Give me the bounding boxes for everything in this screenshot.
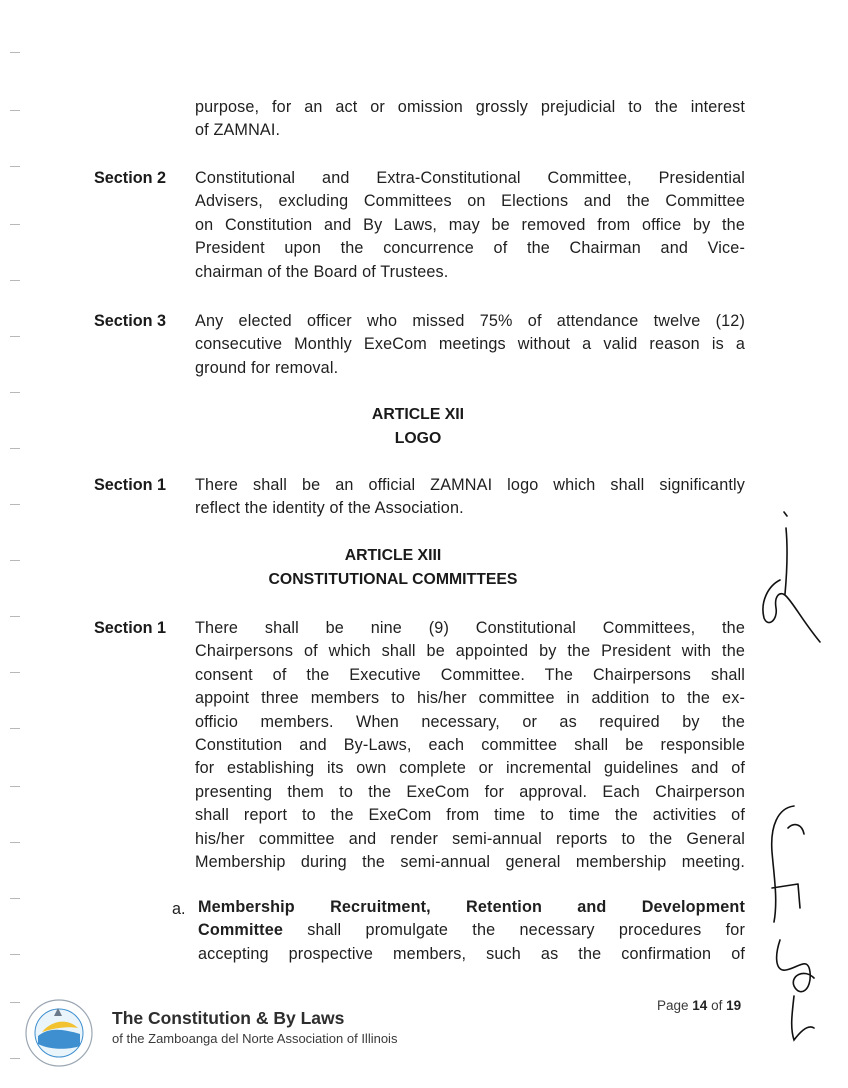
paragraph-line: accepting prospective members, such as the confirmation of — [198, 944, 745, 963]
paragraph-line: presenting them to the ExeCom for approval. Each Chairperson — [195, 782, 745, 801]
article-title: LOGO — [394, 429, 442, 447]
margin-tick — [10, 110, 20, 111]
article-13-heading — [170, 544, 616, 591]
paragraph-line: of ZAMNAI. — [195, 121, 281, 140]
article-title: CONSTITUTIONAL COMMITTEES — [268, 570, 518, 588]
article-number: ARTICLE XII — [371, 406, 465, 423]
article-13-section-1-label: Section 1 — [94, 619, 166, 637]
paragraph-line: purpose, for an act or omission grossly prejudicial to the interest — [195, 98, 745, 116]
margin-tick — [10, 898, 20, 899]
paragraph-line: There shall be an official ZAMNAI logo which shall significantly — [195, 476, 745, 494]
paragraph-line: for establishing its own complete or incremental guidelines and of — [195, 759, 745, 778]
signature-initials-2 — [764, 800, 836, 1046]
paragraph-line — [198, 919, 745, 942]
margin-tick — [10, 336, 20, 337]
margin-tick — [10, 52, 20, 53]
margin-tick — [10, 786, 20, 787]
margin-tick — [10, 1058, 20, 1059]
committee-name-word: Committee — [198, 921, 283, 940]
paragraph-line: shall report to the ExeCom from time to time the activities of — [195, 806, 745, 825]
signature-initials-1 — [754, 510, 830, 650]
margin-tick — [10, 560, 20, 561]
margin-tick — [10, 616, 20, 617]
paragraph-line: Any elected officer who missed 75% of attendance twelve (12) — [195, 312, 745, 330]
margin-tick — [10, 166, 20, 167]
paragraph-line: on Constitution and By Laws, may be removed from office by the — [195, 215, 745, 234]
margin-tick — [10, 672, 20, 673]
page-total: 19 — [726, 998, 742, 1013]
paragraph-line: Advisers, excluding Committees on Elections and the Committee — [195, 192, 745, 211]
paragraph-line: reflect the identity of the Association. — [195, 499, 464, 518]
paragraph-line: Constitutional and Extra-Constitutional Committee, Presidential — [195, 169, 745, 187]
continuation-paragraph — [195, 96, 745, 143]
paragraph-line: appoint three members to his/her committee in addition to the ex- — [195, 689, 745, 708]
paragraph-line: consent of the Executive Committee. The Chairpersons shall — [195, 665, 745, 684]
committee-name-line: Membership Recruitment, Retention and Development — [198, 898, 745, 916]
page-number — [657, 998, 741, 1013]
margin-tick — [10, 448, 20, 449]
paragraph-line: consecutive Monthly ExeCom meetings without a valid reason is a — [195, 335, 745, 354]
section-2-text — [195, 167, 745, 284]
article-12-heading — [195, 403, 641, 450]
margin-tick — [10, 728, 20, 729]
article-12-section-1-label: Section 1 — [94, 476, 166, 494]
section-3-text — [195, 310, 745, 380]
page-current: 14 — [692, 998, 708, 1013]
margin-tick — [10, 392, 20, 393]
margin-tick — [10, 224, 20, 225]
paragraph-line: chairman of the Board of Trustees. — [195, 262, 449, 281]
page-of: of — [707, 998, 727, 1013]
paragraph-line: Chairpersons of which shall be appointed by the President with the — [195, 642, 745, 661]
article-12-section-1-text — [195, 474, 745, 521]
paragraph-line-rest: shall promulgate the necessary procedures for — [283, 921, 745, 940]
margin-tick — [10, 280, 20, 281]
paragraph-line: his/her committee and render semi-annual reports to the General — [195, 829, 745, 848]
margin-tick — [10, 842, 20, 843]
article-13-section-1-text — [195, 617, 745, 874]
margin-tick — [10, 954, 20, 955]
paragraph-line: Membership during the semi-annual general membership meeting. — [195, 853, 745, 872]
paragraph-line: There shall be nine (9) Constitutional Committees, the — [195, 619, 745, 637]
subsection-a-letter: a. — [172, 900, 186, 918]
footer-subtitle: of the Zamboanga del Norte Association of Illinois — [112, 1031, 398, 1046]
footer-title: The Constitution & By Laws — [112, 1008, 345, 1028]
paragraph-line: officio members. When necessary, or as required by the — [195, 712, 745, 731]
paragraph-line: ground for removal. — [195, 358, 339, 377]
paragraph-line: Constitution and By-Laws, each committee shall be responsible — [195, 736, 745, 755]
subsection-a-text — [198, 896, 745, 966]
article-number: ARTICLE XIII — [344, 547, 442, 564]
section-2-label: Section 2 — [94, 169, 166, 187]
section-3-label: Section 3 — [94, 312, 166, 330]
page-prefix: Page — [657, 998, 693, 1013]
margin-tick — [10, 504, 20, 505]
paragraph-line: President upon the concurrence of the Chairman and Vice- — [195, 239, 745, 258]
margin-tick — [10, 1002, 20, 1003]
association-logo — [24, 998, 94, 1068]
